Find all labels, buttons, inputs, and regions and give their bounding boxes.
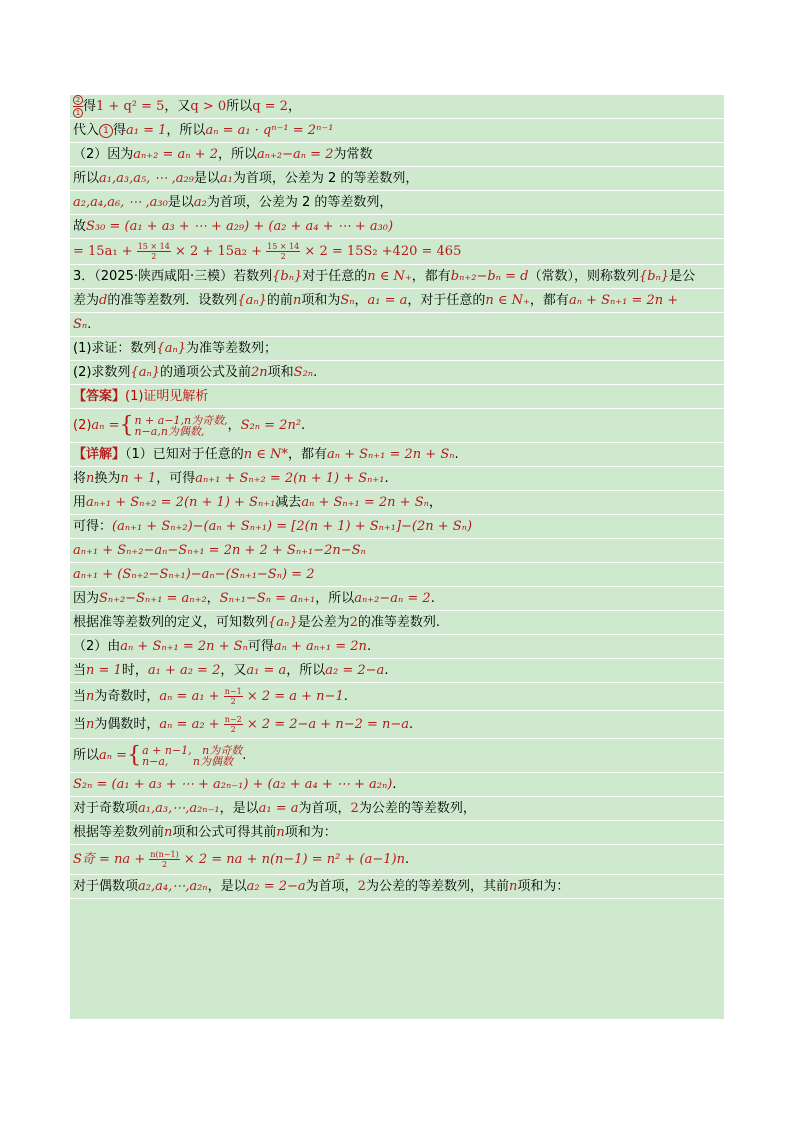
line-7: = 15a₁ + $\frac{15 \times 14}{2}$ × 2 + 15a₂ + $\frac{15 \times 14}{2}$ × 2 = 15S₂ +420 = 465 <box>70 239 724 265</box>
line-15-detail: 【详解】（1）已知对于任意的n ∈ N*，都有aₙ + Sₙ₊₁ = 2n + Sₙ. <box>70 443 724 467</box>
line-20: aₙ₊₁ + (Sₙ₊₂−Sₙ₊₁)−aₙ−(Sₙ₊₁−Sₙ) = 2 <box>70 563 724 587</box>
fraction: $\frac{15 \times 14}{2}$ <box>137 242 170 261</box>
line-8: 3．（2025·陕西咸阳·三模）若数列{bₙ}对于任意的n ∈ N₊，都有bₙ₊₂−bₙ = d（常数），则称数列{bₙ}是公 <box>70 265 724 289</box>
circled-ratio-icon: $\frac{2}{1}$ <box>73 95 83 118</box>
fraction: $\frac{n-2}{2}$ <box>224 715 242 734</box>
brace-icon: { <box>119 412 134 438</box>
line-10: Sₙ. <box>70 313 724 337</box>
brace-icon: { <box>127 742 142 768</box>
fraction: $\frac{n(n-1)}{2}$ <box>150 850 179 869</box>
line-31: S奇 = na + $\frac{n(n-1)}{2}$ × 2 = na + n(n−1) = n² + (a−1)n. <box>70 845 724 875</box>
fraction: $\frac{n-1}{2}$ <box>224 687 242 706</box>
piecewise-cases: a + n−1, n为奇数 n−a, n为偶数 <box>142 743 243 768</box>
line-22: 根据准等差数列的定义，可知数列{aₙ}是公差为2的准等差数列. <box>70 611 724 635</box>
line-25: 当n为奇数时，aₙ = a₁ + $\frac{n-1}{2}$ × 2 = a + n−1. <box>70 683 724 711</box>
line-4: 所以a₁,a₃,a₅, ⋯ ,a₂₉是以a₁为首项，公差为 2 的等差数列， <box>70 167 724 191</box>
line-17: 用aₙ₊₁ + Sₙ₊₂ = 2(n + 1) + Sₙ₊₁减去aₙ + Sₙ₊₁ = 2n + Sₙ， <box>70 491 724 515</box>
line-23: （2）由aₙ + Sₙ₊₁ = 2n + Sₙ可得aₙ + aₙ₊₁ = 2n. <box>70 635 724 659</box>
line-3: （2）因为aₙ₊₂ = aₙ + 2，所以aₙ₊₂−aₙ = 2为常数 <box>70 143 724 167</box>
line-28: S₂ₙ = (a₁ + a₃ + ⋯ + a₂ₙ₋₁) + (a₂ + a₄ + ⋯ + a₂ₙ). <box>70 773 724 797</box>
line-21: 因为Sₙ₊₂−Sₙ₊₁ = aₙ₊₂，Sₙ₊₁−Sₙ = aₙ₊₁，所以aₙ₊₂−aₙ = 2. <box>70 587 724 611</box>
line-1: $\frac{2}{1}$ 得1 + q² = 5，又q > 0所以q = 2， <box>70 95 724 119</box>
line-32: 对于偶数项a₂,a₄,⋯,a₂ₙ，是以a₂ = 2−a为首项，2为公差的等差数列，其前n项和为： <box>70 875 724 899</box>
circled-one-icon: 1 <box>99 124 113 138</box>
line-27: 所以aₙ ={ a + n−1, n为奇数 n−a, n为偶数 . <box>70 739 724 773</box>
line-16: 将n换为n + 1，可得aₙ₊₁ + Sₙ₊₂ = 2(n + 1) + Sₙ₊₁. <box>70 467 724 491</box>
line-18: 可得：(aₙ₊₁ + Sₙ₊₂)−(aₙ + Sₙ₊₁) = [2(n + 1) + Sₙ₊₁]−(2n + Sₙ) <box>70 515 724 539</box>
line-11: (1)求证：数列{aₙ}为准等差数列； <box>70 337 724 361</box>
line-30: 根据等差数列前n项和公式可得其前n项和为： <box>70 821 724 845</box>
line-13-answer: 【答案】(1)证明见解析 <box>70 385 724 409</box>
answer-label: 【答案】 <box>73 389 126 404</box>
line-24: 当n = 1时，a₁ + a₂ = 2，又a₁ = a，所以a₂ = 2−a. <box>70 659 724 683</box>
line-5: a₂,a₄,a₆, ⋯ ,a₃₀是以a₂为首项，公差为 2 的等差数列， <box>70 191 724 215</box>
detail-label: 【详解】 <box>73 447 126 462</box>
line-2: 代入 1 得a₁ = 1，所以aₙ = a₁ · qⁿ⁻¹ = 2ⁿ⁻¹ <box>70 119 724 143</box>
line-12: (2)求数列{aₙ}的通项公式及前2n项和S₂ₙ. <box>70 361 724 385</box>
line-9: 差为d的准等差数列．设数列{aₙ}的前n项和为Sₙ，a₁ = a，对于任意的n ∈ N₊，都有aₙ + Sₙ₊₁ = 2n + <box>70 289 724 313</box>
piecewise-cases: n + a−1,n为奇数, n−a,n为偶数, <box>134 413 228 438</box>
line-14: (2)aₙ ={ n + a−1,n为奇数, n−a,n为偶数, ，S₂ₙ = 2n². <box>70 409 724 443</box>
fraction: $\frac{15 \times 14}{2}$ <box>267 242 300 261</box>
line-6: 故S₃₀ = (a₁ + a₃ + ⋯ + a₂₉) + (a₂ + a₄ + ⋯ + a₃₀) <box>70 215 724 239</box>
line-26: 当n为偶数时，aₙ = a₂ + $\frac{n-2}{2}$ × 2 = 2−a + n−2 = n−a. <box>70 711 724 739</box>
line-29: 对于奇数项a₁,a₃,⋯,a₂ₙ₋₁，是以a₁ = a为首项，2为公差的等差数列， <box>70 797 724 821</box>
line-19: aₙ₊₁ + Sₙ₊₂−aₙ−Sₙ₊₁ = 2n + 2 + Sₙ₊₁−2n−Sₙ <box>70 539 724 563</box>
